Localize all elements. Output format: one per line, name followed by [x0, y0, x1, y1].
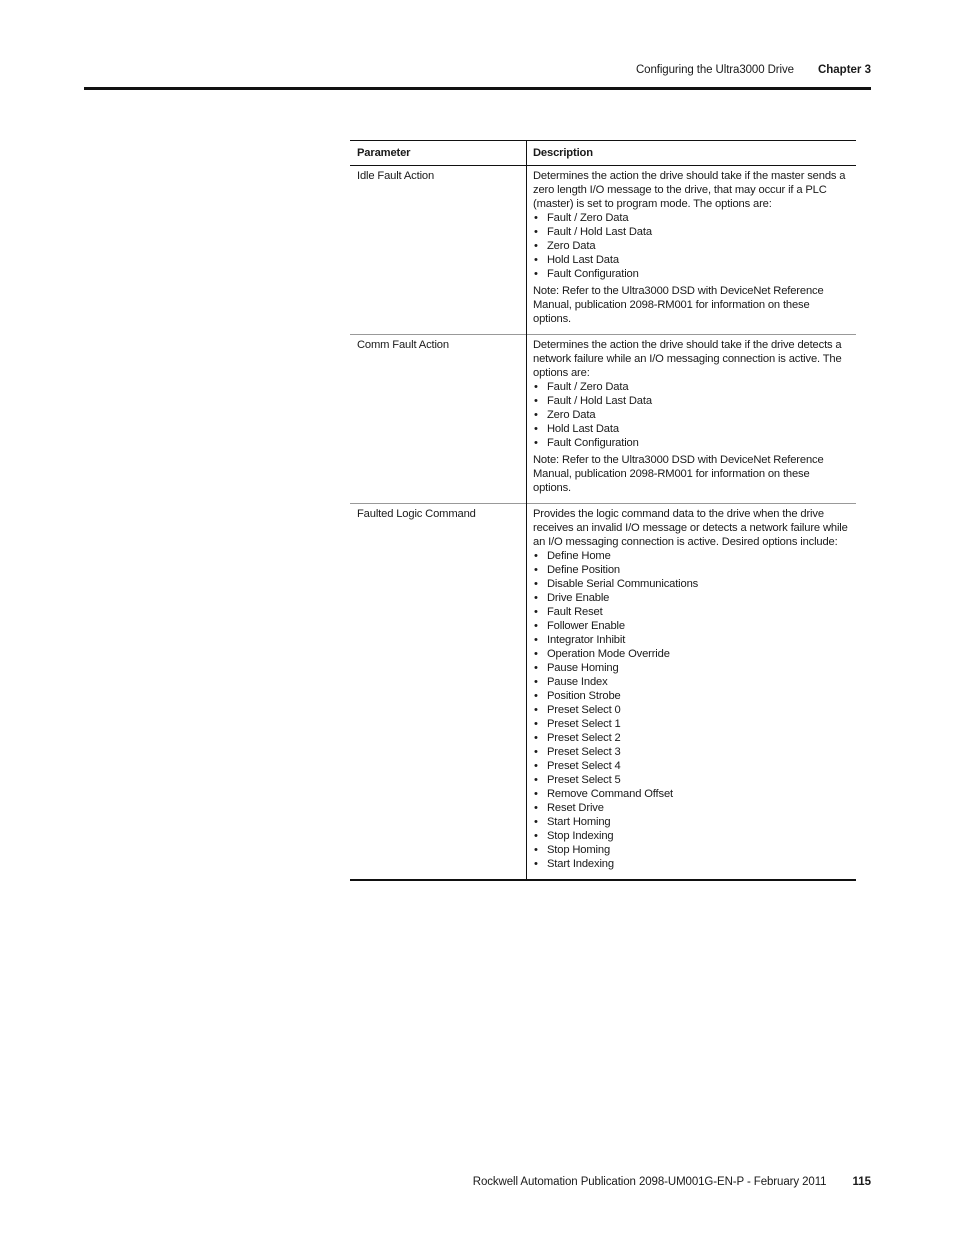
option-item: • Fault / Hold Last Data	[533, 225, 848, 239]
section-title: Configuring the Ultra3000 Drive	[635, 64, 794, 76]
option-item: • Drive Enable	[533, 591, 848, 605]
option-item: • Preset Select 2	[533, 731, 848, 745]
option-item: • Start Homing	[533, 815, 848, 829]
publication-info: Rockwell Automation Publication 2098-UM001G-EN-P - February 2011	[472, 1176, 827, 1188]
reference-note: Note: Refer to the Ultra3000 DSD with DeviceNet Reference Manual, publication 2098-RM001 for information on these options.	[533, 285, 824, 325]
option-item: • Fault / Zero Data	[533, 380, 848, 394]
table-header-row	[350, 141, 856, 166]
option-item: • Hold Last Data	[533, 253, 848, 267]
option-item: • Position Strobe	[533, 689, 848, 703]
option-item: • Pause Index	[533, 675, 848, 689]
parameter-description-cell	[527, 335, 857, 504]
option-item: • Preset Select 5	[533, 773, 848, 787]
parameter-name: Comm Fault Action	[357, 339, 449, 351]
option-item: • Define Home	[533, 549, 848, 563]
option-item: • Pause Homing	[533, 661, 848, 675]
option-item: • Fault Reset	[533, 605, 848, 619]
options-list	[533, 380, 848, 450]
parameter-description-cell	[527, 166, 857, 335]
table-row	[350, 504, 856, 881]
page-footer	[84, 1176, 871, 1188]
page-number: 115	[852, 1176, 871, 1188]
option-item: • Fault / Zero Data	[533, 211, 848, 225]
option-item: • Fault / Hold Last Data	[533, 394, 848, 408]
options-list	[533, 549, 848, 871]
table-row	[350, 335, 856, 504]
option-item: • Stop Homing	[533, 843, 848, 857]
description-text: Provides the logic command data to the drive when the drive receives an invalid I/O message or detects a network failure while an I/O messaging connection is active. Desired options include:	[533, 508, 848, 548]
option-item: • Disable Serial Communications	[533, 577, 848, 591]
option-item: • Preset Select 4	[533, 759, 848, 773]
option-item: • Reset Drive	[533, 801, 848, 815]
option-item: • Define Position	[533, 563, 848, 577]
reference-note: Note: Refer to the Ultra3000 DSD with DeviceNet Reference Manual, publication 2098-RM001 for information on these options.	[533, 454, 824, 494]
parameter-description-cell	[527, 504, 857, 881]
page-header	[84, 64, 871, 90]
column-header-description: Description	[527, 141, 857, 166]
option-item: • Preset Select 0	[533, 703, 848, 717]
parameter-name: Idle Fault Action	[357, 170, 435, 182]
option-item: • Start Indexing	[533, 857, 848, 871]
parameter-table	[350, 140, 856, 881]
option-item: • Preset Select 1	[533, 717, 848, 731]
option-item: • Fault Configuration	[533, 436, 848, 450]
description-text: Determines the action the drive should take if the master sends a zero length I/O message to the drive, that may occur if a PLC (master) is set to program mode. The options are:	[533, 170, 846, 210]
table-row	[350, 166, 856, 335]
option-item: • Zero Data	[533, 239, 848, 253]
parameter-name: Faulted Logic Command	[357, 508, 476, 520]
option-item: • Fault Configuration	[533, 267, 848, 281]
option-item: • Stop Indexing	[533, 829, 848, 843]
chapter-label: Chapter 3	[817, 64, 871, 76]
option-item: • Preset Select 3	[533, 745, 848, 759]
option-item: • Hold Last Data	[533, 422, 848, 436]
options-list	[533, 211, 848, 281]
option-item: • Operation Mode Override	[533, 647, 848, 661]
description-text: Determines the action the drive should take if the drive detects a network failure while an I/O messaging connection is active. The options are:	[533, 339, 842, 379]
column-header-parameter: Parameter	[357, 147, 411, 159]
option-item: • Zero Data	[533, 408, 848, 422]
option-item: • Remove Command Offset	[533, 787, 848, 801]
option-item: • Integrator Inhibit	[533, 633, 848, 647]
option-item: • Follower Enable	[533, 619, 848, 633]
